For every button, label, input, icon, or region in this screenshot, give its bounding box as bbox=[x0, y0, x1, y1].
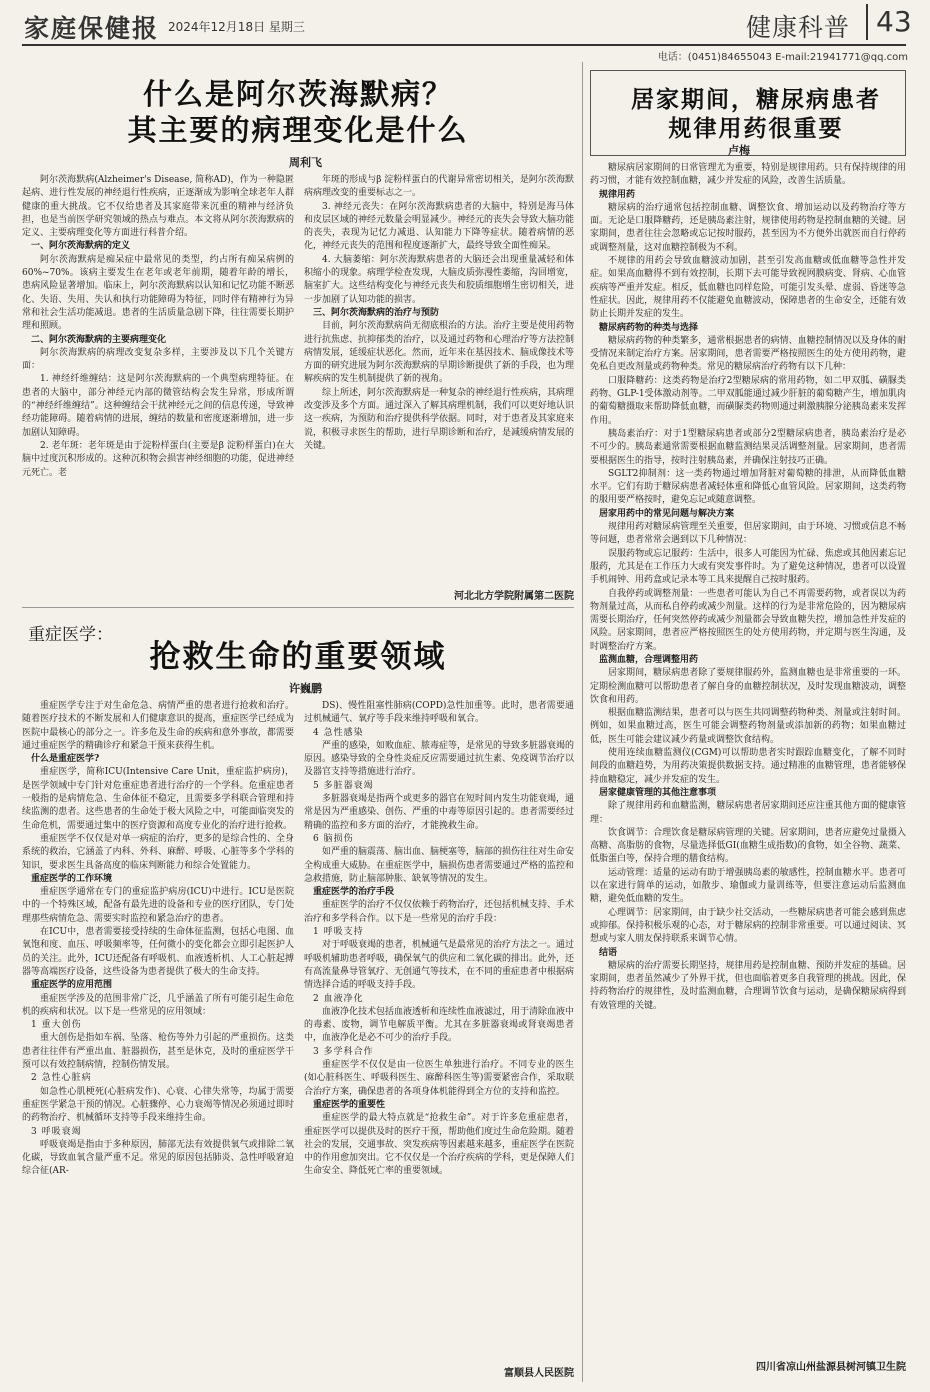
paragraph: 重症医学的治疗不仅仅依赖于药物治疗，还包括机械支持、手术治疗和多学科合作。以下是一些常见的治疗手段： bbox=[304, 900, 574, 924]
paragraph: 如严重的脑震荡、脑出血、脑梗塞等，脑部的损伤往往对生命安全构成重大威胁。在重症医学中，脑损伤患者需要通过严格的监控和急救措施，防止脑部肿胀、缺氧等情况的发生。 bbox=[304, 847, 574, 884]
contact-info: 电话：(0451)84655043 E-mail:21941771@qq.com bbox=[657, 52, 908, 63]
paragraph: 误服药物或忘记服药：生活中，很多人可能因为忙碌、焦虑或其他因素忘记服药，尤其是在工作压力大或有突发事件时。为了避免这种情况，患者可以设置手机闹钟、用药盒或记录本等工具来提醒自己按时服药。 bbox=[590, 548, 906, 586]
subheading: 三、阿尔茨海默病的治疗与预防 bbox=[313, 307, 440, 318]
paragraph: 在ICU中，患者需要接受持续的生命体征监测，包括心电图、血氧饱和度、血压、呼吸频率等，任何微小的变化都会立即引起医护人员的关注。此外，ICU还配备有呼吸机、血液透析机、人工心脏起搏器等高端医疗设备，这些设备为患者提供了极大的生命支持。 bbox=[22, 927, 294, 977]
paragraph: 重症医学涉及的范围非常广泛，几乎涵盖了所有可能引起生命危机的疾病和状况。以下是一些常见的应用领域： bbox=[22, 993, 294, 1017]
paragraph: 重症医学不仅仅是由一位医生单独进行治疗。不同专业的医生(如心脏科医生、呼吸科医生、麻醉科医生等)需要紧密合作，采取联合治疗方案，确保患者的各项身体机能得到全方位的支持和监控。 bbox=[304, 1060, 574, 1097]
newspaper-name: 家庭保健报 bbox=[24, 14, 160, 43]
subheading: 监测血糖，合理调整用药 bbox=[599, 654, 699, 665]
subheading: 3 多学科合作 bbox=[313, 1046, 374, 1057]
article-title bbox=[22, 76, 574, 149]
paragraph: 目前，阿尔茨海默病尚无彻底根治的方法。治疗主要是使用药物进行抗焦虑、抗抑郁类的治疗，以及通过药物和心理治疗等方法控制病情发展，延缓症状恶化。然而，近年来在基因技术、脑成像技术等方面的研究进展为阿尔茨海默病的早期诊断提供了新的手段，也为理解疾病的发生机制提供了新的视角。 bbox=[304, 321, 574, 385]
paragraph: 血液净化技术包括血液透析和连续性血液滤过，用于清除血液中的毒素、废物，调节电解质平衡。尤其在多脏器衰竭或肾衰竭患者中，血液净化是必不可少的治疗手段。 bbox=[304, 1006, 574, 1044]
subheading: 重症医学的治疗手段 bbox=[313, 887, 395, 898]
paragraph: 呼吸衰竭是指由于多种原因，肺部无法有效提供氧气或排除二氧化碳，导致血氧含量严重不足。常见的原因包括肺炎、急性呼吸窘迫综合征(AR- bbox=[22, 1139, 294, 1177]
paragraph: 多脏器衰竭是指两个或更多的器官在短时间内发生功能衰竭，通常是因为严重感染、创伤、严重的中毒等原因引起的。患者需要经过精确的监控和多方面的治疗，才能挽救生命。 bbox=[304, 794, 574, 831]
paragraph: 心理调节：居家期间，由于缺少社交活动，一些糖尿病患者可能会感到焦虑或抑郁。保持积极乐观的心态，对于糖尿病的控制非常重要。可以通过阅读、冥想或与家人朋友保持联系来调节心情。 bbox=[590, 907, 906, 945]
author-institution: 河北北方学院附属第二医院 bbox=[454, 591, 574, 602]
subheading: 二、阿尔茨海默病的主要病理变化 bbox=[31, 334, 167, 345]
subheading: 重症医学的工作环境 bbox=[31, 873, 113, 884]
article-divider bbox=[22, 607, 574, 608]
paragraph: 重症医学通常在专门的重症监护病房(ICU)中进行。ICU是医院中的一个特殊区域，配备有最先进的设备和专业的医疗团队，专门处理那些病情危急、需要实时监控和紧急治疗的患者。 bbox=[22, 887, 294, 924]
paragraph: 如急性心肌梗死(心脏病发作)、心衰、心律失常等，均属于需要重症医学紧急干预的情况。心脏骤停、心力衰竭等情况必须通过即时的药物治疗、机械循环支持等手段来维持生命。 bbox=[22, 1086, 294, 1124]
title-line-1: 居家期间，糖尿病患者 bbox=[631, 86, 881, 113]
subheading: 居家健康管理的其他注意事项 bbox=[599, 787, 717, 798]
subheading: 规律用药 bbox=[599, 189, 636, 200]
paragraph: 饮食调节：合理饮食是糖尿病管理的关键。居家期间，患者应避免过量摄入高糖、高脂肪的食物，尽量选择低GI(血糖生成指数)的食物，如全谷物、蔬菜、低脂蛋白等，保持合理的膳食结构。 bbox=[590, 827, 906, 865]
paragraph: 不规律的用药会导致血糖波动加剧，甚至引发高血糖或低血糖等急性并发症。如果高血糖得不到有效控制，长期下去可能导致视网膜病变、肾病、心血管疾病等严重并发症。相反，低血糖也同样危险，可能引发头晕、虚弱、昏迷等急性症状。因此，规律用药不仅能避免血糖波动，保障患者的生命安全，还能有效防止长期并发症的发生。 bbox=[590, 256, 906, 320]
subheading: 1 呼吸支持 bbox=[313, 927, 364, 938]
subheading: 居家用药中的常见问题与解决方案 bbox=[599, 508, 735, 519]
masthead-rule bbox=[22, 44, 906, 46]
paragraph: 自我停药或调整剂量：一些患者可能认为自己不再需要药物，或者误以为药物剂量过高，从而私自停药或减少剂量。这样的行为是非常危险的，因为糖尿病需要长期治疗，任何突然停药或减少剂量都会导致血糖失控，增加急性并发症的风险。居家期间，患者应严格按照医生的处方使用药物，并定期与医生沟通，及时调整治疗方案。 bbox=[590, 588, 906, 652]
article-column-1 bbox=[22, 174, 294, 604]
paragraph: 3. 神经元丧失：在阿尔茨海默病患者的大脑中，特别是海马体和皮层区域的神经元数量会明显减少。神经元的丧失会导致大脑功能的丧失，表现为记忆力减退、认知能力下降等症状。随着病情的恶化，神经元丧失的范围和程度逐渐扩大，最终导致全面性痴呆。 bbox=[304, 201, 574, 252]
paragraph: 居家期间，糖尿病患者除了要规律服药外，监测血糖也是非常重要的一环。定期检测血糖可以帮助患者了解自身的血糖控制状况，及时发现血糖波动，调整饮食和用药。 bbox=[590, 668, 906, 705]
paragraph: 口服降糖药：这类药物是治疗2型糖尿病的常用药物，如二甲双胍、磺脲类药物、GLP-1受体激动剂等。二甲双胍能通过减少肝脏的葡萄糖产生，增加肌肉的葡萄糖摄取来帮助降低血糖，而磺脲类药物则通过刺激胰腺分泌胰岛素来发挥作用。 bbox=[590, 375, 906, 426]
paragraph: 重症医学，简称ICU(Intensive Care Unit，重症监护病房)，是医学领域中专门针对危重症患者进行治疗的一个学科。危重症患者一般指的是病情危急、生命体征不稳定，且需要多学科联合管理和持续监测的患者。这些患者的生命处于极大风险之中，可能面临突发的生命危机，需要通过集中的医疗资源和高度专业化的治疗进行抢救。 bbox=[22, 767, 294, 831]
paragraph: 重症医学不仅仅是对单一病症的治疗，更多的是综合性的、全身系统的救治，它涵盖了内科、外科、麻醉、呼吸、心脏等多个学科的知识，要求医生具备高度的临床判断能力和综合处置能力。 bbox=[22, 833, 294, 871]
subheading: 3 呼吸衰竭 bbox=[31, 1126, 82, 1137]
article-kicker: 重症医学： bbox=[28, 625, 113, 645]
paragraph: 2. 老年斑：老年斑是由于淀粉样蛋白(主要是β 淀粉样蛋白)在大脑中过度沉积形成的。这种沉积物会损害神经细胞的功能，促进神经元死亡。老 bbox=[22, 440, 294, 478]
paragraph: DS)、慢性阻塞性肺病(COPD)急性加重等。此时，患者需要通过机械通气、氧疗等手段来维持呼吸和氧合。 bbox=[304, 701, 574, 725]
subheading: 重症医学的应用范围 bbox=[31, 980, 113, 991]
paragraph: 糖尿病的治疗通常包括控制血糖、调整饮食、增加运动以及药物治疗等方面。无论是口服降糖药，还是胰岛素注射，规律使用药物是控制血糖的关键。居家期间，患者往往会忽略或忘记按时服药，甚至因为不方便外出就医而自行停药或调整剂量，这对血糖控制极为不利。 bbox=[590, 202, 906, 253]
article-column-2 bbox=[304, 174, 574, 584]
paragraph: 运动管理：适量的运动有助于增强胰岛素的敏感性，控制血糖水平。患者可以在家进行简单的运动，如散步、瑜伽或力量训练等，但要注意运动后监测血糖，避免低血糖的发生。 bbox=[590, 867, 906, 905]
paragraph: 1. 神经纤维缠结：这是阿尔茨海默病的一个典型病理特征。在患者的大脑中，部分神经元内部的微管结构会发生异常，形成所谓的“神经纤维缠结”。这种缠结会干扰神经元之间的信息传递，导致神经功能障碍。随着病情的进展，缠结的数量和密度逐渐增加，进一步加剧认知障碍。 bbox=[22, 374, 294, 438]
subheading: 5 多脏器衰竭 bbox=[313, 780, 374, 791]
subheading: 1 重大创伤 bbox=[31, 1020, 82, 1031]
paragraph: 阿尔茨海默病是痴呆症中最常见的类型，约占所有痴呆病例的60%~70%。该病主要发生在老年或老年前期，随着年龄的增长，患病风险显著增加。临床上，阿尔茨海默病以认知和记忆功能不断恶化、失语、失用、失认和执行功能障碍为特征，同时伴有精神行为异常和社会生活功能减退。患者的生活质量急剧下降，往往需要长期护理和照顾。 bbox=[22, 254, 294, 332]
paragraph: 重症医学的最大特点就是“抢救生命”。对于许多危重症患者，重症医学可以提供及时的医疗干预，帮助他们度过生命危险期。随着社会的发展，交通事故、突发疾病等因素越来越多，重症医学在医院中的作用愈加突出。它不仅仅是一个治疗疾病的学科，更是保障人们生命安全、降低死亡率的重要领域。 bbox=[304, 1113, 574, 1177]
subheading: 什么是重症医学? bbox=[31, 754, 100, 765]
paragraph: 年斑的形成与β 淀粉样蛋白的代谢异常密切相关，是阿尔茨海默病病理改变的重要标志之一。 bbox=[304, 175, 574, 199]
paragraph: 重大创伤是指如车祸、坠落、枪伤等外力引起的严重损伤。这类患者往往伴有严重出血、脏器损伤，甚至是休克，及时的重症医学干预可以有效控制病情，控制伤情发展。 bbox=[22, 1033, 294, 1071]
title-line-2: 其主要的病理变化是什么 bbox=[127, 113, 469, 148]
subheading: 2 急性心脏病 bbox=[31, 1073, 92, 1084]
article-column-2 bbox=[304, 700, 574, 1360]
title-line-1: 什么是阿尔茨海默病？ bbox=[142, 77, 453, 111]
article-alzheimers bbox=[22, 62, 574, 607]
subheading: 一、阿尔茨海默病的定义 bbox=[31, 241, 131, 252]
article-author: 周利飞 bbox=[289, 156, 322, 169]
paragraph: 综上所述，阿尔茨海默病是一种复杂的神经退行性疾病，其病理改变涉及多个方面。通过深入了解其病理机制，我们可以更好地认识这一疾病，为预防和治疗提供科学依据。同时，对于患者及其家庭来说，积极寻求医生的帮助，进行早期诊断和治疗，是减缓病情发展的关键。 bbox=[304, 387, 574, 451]
author-institution: 四川省凉山州盐源县树河镇卫生院 bbox=[756, 1362, 906, 1373]
article-column-1 bbox=[22, 700, 294, 1380]
author-institution: 富顺县人民医院 bbox=[504, 1368, 574, 1379]
article-title bbox=[606, 86, 906, 144]
subheading: 4 急性感染 bbox=[313, 727, 364, 738]
paragraph: 规律用药对糖尿病管理至关重要，但居家期间，由于环境、习惯或信息不畅等问题，患者常常会遇到以下几种情况： bbox=[590, 522, 906, 546]
section-name: 健康科普 bbox=[746, 13, 851, 42]
article-author: 卢梅 bbox=[728, 144, 750, 157]
paragraph: 阿尔茨海默病的病理改变复杂多样，主要涉及以下几个关键方面： bbox=[22, 347, 294, 372]
paragraph: 除了规律用药和血糖监测，糖尿病患者居家期间还应注重其他方面的健康管理： bbox=[590, 801, 906, 825]
subheading: 2 血液净化 bbox=[313, 993, 364, 1004]
paragraph: 4. 大脑萎缩：阿尔茨海默病患者的大脑还会出现重量减轻和体积缩小的现象。病理学检查发现，大脑皮质弥漫性萎缩，沟回增宽，脑室扩大。这些结构变化与神经元丧失和胶质细胞增生密切相关，进一步加剧了认知功能的损害。 bbox=[304, 254, 574, 305]
masthead bbox=[0, 0, 930, 46]
paragraph: 重症医学专注于对生命危急、病情严重的患者进行抢救和治疗。随着医疗技术的不断发展和人们健康意识的提高，重症医学已经成为医院中最核心的部分之一。许多危及生命的疾病和意外事故，都需要通过重症医学的精确诊疗和紧急干预来获得生机。 bbox=[22, 701, 294, 751]
paragraph: 糖尿病的治疗需要长期坚持，规律用药是控制血糖、预防并发症的基础。居家期间，患者虽然减少了外界干扰，但也面临着更多自我管理的挑战。因此，保持药物治疗的规律性，及时监测血糖，合理调节饮食与运动，是确保糖尿病得到有效管理的关键。 bbox=[590, 960, 906, 1011]
paragraph: 对于呼吸衰竭的患者，机械通气是最常见的治疗方法之一。通过呼吸机辅助患者呼吸，确保氧气的供应和二氧化碳的排出。此外，还有高流量鼻导管氧疗、无创通气等技术，在不同的重症患者中根据病情选择合适的呼吸支持手段。 bbox=[304, 940, 574, 991]
paragraph: 阿尔茨海默病(Alzheimer's Disease, 简称AD)，作为一种隐匿起病、进行性发展的神经退行性疾病，正逐渐成为影响全球老年人群健康的重大挑战。它不仅给患者及其家庭带来沉重的精神与经济负担，也是当前医学研究领域的热点与难点。本文将从阿尔茨海默病的定义、主要病理变化等方面进行科普介绍。 bbox=[22, 175, 294, 239]
article-diabetes-body bbox=[590, 162, 906, 1352]
subheading: 重症医学的重要性 bbox=[313, 1099, 386, 1110]
paragraph: 胰岛素治疗：对于1型糖尿病患者或部分2型糖尿病患者，胰岛素治疗是必不可少的。胰岛素通常需要根据血糖监测结果灵活调整剂量。居家期间，患者需要根据医生的指导，按时注射胰岛素，并确保注射技巧正确。 bbox=[590, 428, 906, 466]
article-critical-care bbox=[22, 612, 574, 1382]
article-author: 许巍鹏 bbox=[289, 682, 322, 695]
paragraph: 糖尿病药物的种类繁多，通常根据患者的病情、血糖控制情况以及身体的耐受情况来制定治疗方案。居家期间，患者需要严格按照医生的处方使用药物，避免私自更改剂量或药物种类。常见的糖尿病治疗药物有以下几种： bbox=[590, 335, 906, 373]
issue-date: 2024年12月18日 星期三 bbox=[168, 20, 305, 34]
paragraph: 使用连续血糖监测仪(CGM)可以帮助患者实时跟踪血糖变化，了解不同时间段的血糖趋势，为用药决策提供数据支持。通过精准的血糖管理，患者能够保持血糖稳定，减少并发症的发生。 bbox=[590, 748, 906, 785]
subheading: 糖尿病药物的种类与选择 bbox=[599, 322, 699, 333]
article-title: 抢救生命的重要领域 bbox=[149, 639, 447, 675]
paragraph: SGLT2抑制剂：这一类药物通过增加肾脏对葡萄糖的排泄，从而降低血糖水平。它们有助于糖尿病患者减轻体重和降低心血管风险。居家期间，这类药物的服用要严格按时，避免忘记或随意调整。 bbox=[590, 468, 906, 506]
title-line-2: 规律用药很重要 bbox=[668, 114, 844, 142]
paragraph: 糖尿病居家期间的日常管理尤为重要，特别是规律用药。只有保持规律的用药习惯，才能有效控制血糖，减少并发症的风险，改善生活质量。 bbox=[590, 163, 906, 187]
paragraph: 严重的感染，如败血症、脓毒症等，是常见的导致多脏器衰竭的原因。感染导致的全身性炎症反应需要通过抗生素、免疫调节治疗以及器官支持等措施进行治疗。 bbox=[304, 740, 574, 778]
paragraph: 根据血糖监测结果，患者可以与医生共同调整药物种类、剂量或注射时间。例如，如果血糖过高，医生可能会调整药物剂量或添加新的药物；如果血糖过低，医生可能会建议减少药量或调整饮食结构。 bbox=[590, 708, 906, 745]
subheading: 结语 bbox=[599, 947, 618, 958]
page-number: 43 bbox=[866, 4, 916, 40]
subheading: 6 脑损伤 bbox=[313, 833, 354, 844]
column-divider bbox=[582, 62, 583, 1382]
